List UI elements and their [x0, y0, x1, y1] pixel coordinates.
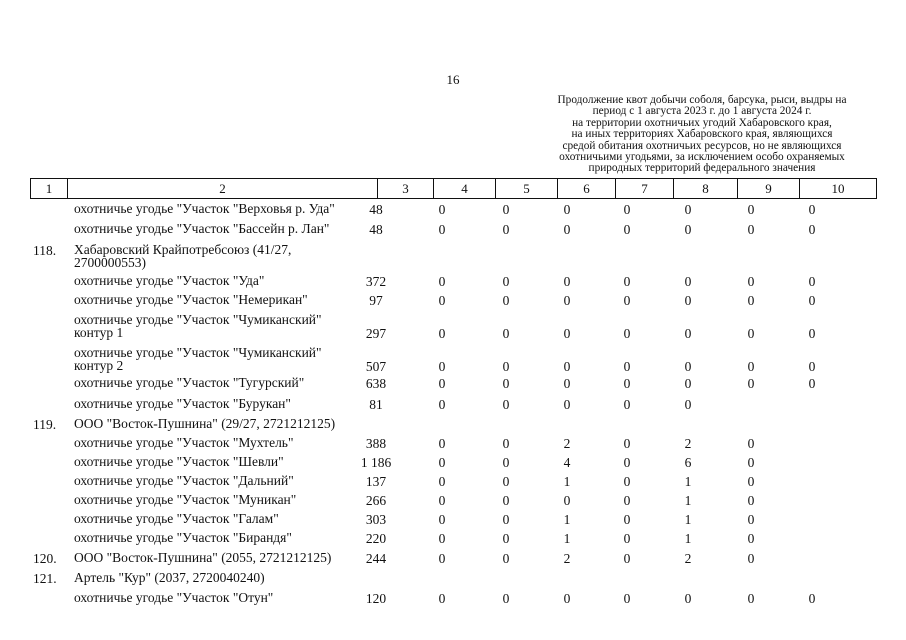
row-value: 0: [502, 274, 510, 289]
row-value: 244: [365, 551, 387, 566]
row-value: 0: [747, 202, 755, 217]
column-header: 5: [496, 179, 558, 199]
row-value: 0: [502, 326, 510, 341]
row-value: 0: [438, 493, 446, 508]
row-value: 303: [365, 512, 387, 527]
row-name-line: 2700000553): [74, 255, 146, 270]
row-value: 0: [623, 222, 631, 237]
row-name: [74, 591, 394, 604]
row-value: 0: [747, 493, 755, 508]
row-value: 2: [684, 436, 692, 451]
row-value: 0: [747, 531, 755, 546]
row-value: 2: [563, 551, 571, 566]
row-value: 2: [684, 551, 692, 566]
header-note-line: Продолжение квот добычи соболя, барсука, рыси, выдры на: [557, 94, 847, 106]
row-name-line: охотничье угодье "Участок "Уда": [74, 273, 265, 288]
row-value: 0: [684, 376, 692, 391]
row-value: 0: [502, 359, 510, 374]
row-number: 121.: [33, 571, 57, 586]
row-value: 0: [438, 551, 446, 566]
row-value: 1: [563, 531, 571, 546]
row-value: 0: [438, 455, 446, 470]
row-value: 0: [563, 376, 571, 391]
row-value: 0: [623, 512, 631, 527]
row-number: 120.: [33, 551, 57, 566]
row-value: 0: [438, 531, 446, 546]
row-name-line: ООО "Восток-Пушнина" (29/27, 2721212125): [74, 416, 336, 431]
row-value: 1: [684, 531, 692, 546]
column-header: 6: [558, 179, 616, 199]
column-header: 3: [378, 179, 434, 199]
row-value: 0: [747, 436, 755, 451]
row-value: 0: [808, 591, 816, 606]
row-value: 0: [502, 376, 510, 391]
row-value: 0: [502, 436, 510, 451]
row-value: 0: [438, 512, 446, 527]
row-name-line: охотничье угодье "Участок "Шевли": [74, 454, 284, 469]
row-name-line: охотничье угодье "Участок "Бассейн р. Лан": [74, 221, 330, 236]
row-value: 0: [747, 551, 755, 566]
row-value: 372: [365, 274, 387, 289]
row-name: [74, 474, 394, 487]
row-value: 507: [365, 359, 387, 374]
row-value: 0: [563, 359, 571, 374]
row-value: 0: [623, 551, 631, 566]
row-value: 0: [747, 591, 755, 606]
row-value: 0: [808, 274, 816, 289]
column-header: 1: [31, 179, 68, 199]
row-value: 0: [623, 436, 631, 451]
header-note-line: средой обитания охотничьих ресурсов, но не являющихся: [562, 139, 842, 152]
row-name-line: охотничье угодье "Участок "Галам": [74, 511, 279, 526]
row-name-line: охотничье угодье "Участок "Бурукан": [74, 396, 291, 411]
row-value: 0: [438, 436, 446, 451]
row-value: 0: [623, 474, 631, 489]
row-value: 48: [369, 222, 383, 237]
row-name: [74, 346, 394, 372]
row-value: 0: [747, 293, 755, 308]
row-value: 0: [502, 591, 510, 606]
row-value: 0: [684, 591, 692, 606]
row-value: 0: [502, 531, 510, 546]
row-value: 0: [747, 455, 755, 470]
row-value: 0: [563, 222, 571, 237]
row-value: 0: [563, 293, 571, 308]
row-value: 0: [563, 397, 571, 412]
row-name: [74, 376, 394, 389]
row-value: 266: [365, 493, 387, 508]
row-value: 1: [563, 512, 571, 527]
row-name-line: охотничье угодье "Участок "Немерикан": [74, 292, 308, 307]
row-value: 1: [684, 474, 692, 489]
row-value: 0: [502, 474, 510, 489]
row-value: 0: [623, 376, 631, 391]
row-value: 0: [747, 359, 755, 374]
row-value: 0: [623, 202, 631, 217]
column-header: 10: [800, 179, 877, 199]
row-value: 4: [563, 455, 571, 470]
row-value: 0: [438, 591, 446, 606]
row-value: 0: [438, 474, 446, 489]
row-value: 0: [623, 493, 631, 508]
row-value: 0: [808, 359, 816, 374]
row-name-line: охотничье угодье "Участок "Чумиканский": [74, 312, 322, 327]
row-value: 0: [438, 222, 446, 237]
row-value: 0: [623, 326, 631, 341]
row-value: 388: [365, 436, 387, 451]
row-name-line: Хабаровский Крайпотребсоюз (41/27,: [74, 242, 292, 257]
row-number: 119.: [33, 417, 57, 432]
row-value: 0: [684, 222, 692, 237]
row-name: [74, 274, 394, 287]
column-header: 7: [616, 179, 674, 199]
header-note-line: на территории охотничьих угодий Хабаровского края,: [572, 116, 832, 129]
row-value: 81: [369, 397, 383, 412]
row-value: 0: [808, 222, 816, 237]
row-value: 0: [563, 202, 571, 217]
row-name-line: охотничье угодье "Участок "Мухтель": [74, 435, 294, 450]
row-name-line: охотничье угодье "Участок "Чумиканский": [74, 345, 322, 360]
row-name: [74, 293, 394, 306]
row-name-line: ООО "Восток-Пушнина" (2055, 2721212125): [74, 550, 332, 565]
row-value: 0: [438, 326, 446, 341]
row-value: 0: [623, 293, 631, 308]
column-header: 4: [434, 179, 496, 199]
row-value: 1: [684, 493, 692, 508]
row-value: 0: [563, 493, 571, 508]
row-name-line: охотничье угодье "Участок "Тугурский": [74, 375, 305, 390]
row-value: 0: [502, 512, 510, 527]
column-header: 8: [674, 179, 738, 199]
row-value: 0: [808, 326, 816, 341]
row-value: 48: [369, 202, 383, 217]
header-note-line: природных территорий федерального значения: [588, 162, 816, 175]
row-value: 0: [747, 274, 755, 289]
header-note-line: период с 1 августа 2023 г. до 1 августа 2024 г.: [592, 105, 812, 118]
row-value: 0: [502, 202, 510, 217]
row-value: 0: [808, 376, 816, 391]
header-note-line: на иных территориях Хабаровского края, являющихся: [571, 128, 833, 141]
row-value: 2: [563, 436, 571, 451]
row-value: 0: [808, 202, 816, 217]
header-note-line: охотничьими угодьями, за исключением особо охраняемых: [559, 151, 845, 164]
row-value: 0: [502, 293, 510, 308]
row-value: 297: [365, 326, 387, 341]
row-name-line: охотничье угодье "Участок "Отун": [74, 590, 274, 605]
row-value: 0: [747, 222, 755, 237]
row-name: [74, 313, 394, 339]
row-name: [74, 551, 394, 564]
row-value: 1 186: [360, 455, 392, 470]
row-value: 0: [684, 202, 692, 217]
row-value: 0: [502, 493, 510, 508]
row-number: 118.: [33, 243, 57, 258]
row-value: 0: [623, 274, 631, 289]
row-value: 0: [502, 397, 510, 412]
row-value: 1: [563, 474, 571, 489]
row-value: 6: [684, 455, 692, 470]
row-value: 0: [563, 326, 571, 341]
row-name: [74, 397, 394, 410]
row-name-line: охотничье угодье "Участок "Бирандя": [74, 530, 292, 545]
row-value: 0: [438, 359, 446, 374]
row-value: 0: [438, 202, 446, 217]
row-name: [74, 417, 394, 430]
column-header: 9: [738, 179, 800, 199]
row-value: 0: [623, 531, 631, 546]
row-name-line: Артель "Кур" (2037, 2720040240): [74, 570, 265, 585]
row-value: 0: [684, 359, 692, 374]
row-value: 0: [438, 376, 446, 391]
row-name-line: контур 2: [74, 358, 124, 373]
row-value: 638: [365, 376, 387, 391]
row-value: 0: [808, 293, 816, 308]
row-value: 0: [502, 222, 510, 237]
row-name: [74, 571, 394, 584]
row-value: 220: [365, 531, 387, 546]
page-number: 16: [446, 72, 460, 87]
row-value: 0: [438, 397, 446, 412]
row-name: [74, 222, 394, 235]
row-value: 0: [747, 512, 755, 527]
row-value: 0: [438, 293, 446, 308]
row-value: 0: [684, 326, 692, 341]
row-name: [74, 243, 394, 269]
row-name: [74, 531, 394, 544]
row-name-line: охотничье угодье "Участок "Верховья р. Уда": [74, 201, 335, 216]
row-value: 0: [747, 376, 755, 391]
row-value: 0: [563, 591, 571, 606]
column-number-header: [30, 178, 877, 199]
row-value: 0: [747, 474, 755, 489]
row-value: 0: [438, 274, 446, 289]
row-value: 0: [502, 455, 510, 470]
row-value: 0: [684, 293, 692, 308]
row-name: [74, 493, 394, 506]
row-name: [74, 202, 394, 215]
row-value: 0: [747, 326, 755, 341]
row-value: 0: [623, 359, 631, 374]
row-value: 0: [623, 591, 631, 606]
row-value: 0: [684, 397, 692, 412]
row-value: 0: [623, 397, 631, 412]
row-value: 0: [684, 274, 692, 289]
row-name: [74, 455, 394, 468]
row-value: 1: [684, 512, 692, 527]
row-name: [74, 512, 394, 525]
row-value: 97: [369, 293, 383, 308]
row-value: 120: [365, 591, 387, 606]
row-name-line: охотничье угодье "Участок "Муникан": [74, 492, 297, 507]
row-name-line: охотничье угодье "Участок "Дальний": [74, 473, 294, 488]
column-header: 2: [68, 179, 378, 199]
row-name-line: контур 1: [74, 325, 124, 340]
row-value: 0: [563, 274, 571, 289]
row-value: 137: [365, 474, 387, 489]
row-value: 0: [502, 551, 510, 566]
row-name: [74, 436, 394, 449]
row-value: 0: [623, 455, 631, 470]
header-note: [520, 95, 884, 175]
